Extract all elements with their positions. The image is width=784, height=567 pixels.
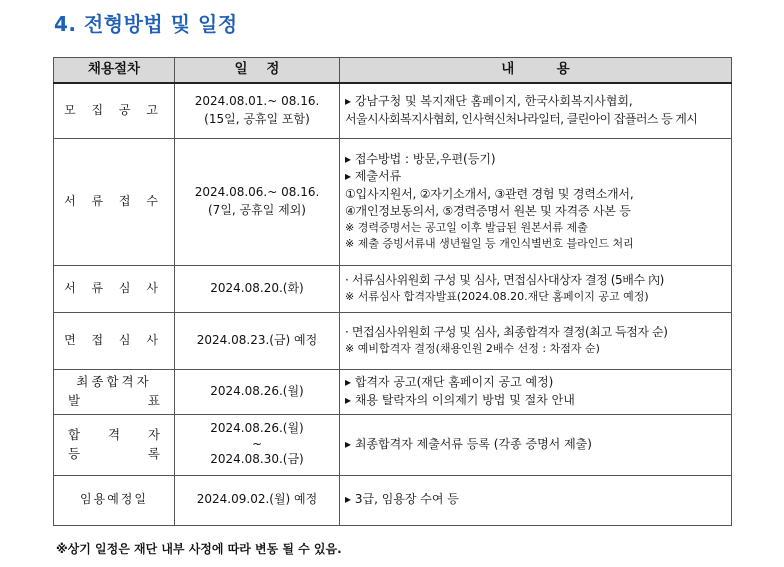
content-line: ▸ 최종합격자 제출서류 등록 (각종 증명서 제출) [345,436,592,451]
date-cell [175,414,340,475]
content-line: ▸ 강남구청 및 복지재단 홈페이지, 한국사회복지사협회, [345,94,633,109]
content-line: ▸ 채용 탈락자의 이의제기 방법 및 절차 안내 [345,392,575,407]
footnote: ※상기 일정은 재단 내부 사정에 따라 변동 될 수 있음. [56,542,342,556]
content-line: 서울시사회복지사협회, 인사혁신처나라일터, 클린아이 잡플러스 등 게시 [345,111,698,126]
table-row [54,312,732,369]
table-row [54,83,732,138]
date-line: 2024.08.20.(화) [210,280,304,295]
content-note: ※ 예비합격자 결정(채용인원 2배수 선정 : 차점자 순) [345,342,600,356]
date-line: (15일, 공휴일 포함) [204,111,310,126]
step-cell [54,414,175,475]
content-line: · 면접심사위원회 구성 및 심사, 최종합격자 결정(최고 득점자 순) [345,324,668,339]
date-line: 2024.08.01.~ 08.16. [194,94,320,109]
step-char: 자 [147,427,160,443]
step-char: 합 [68,427,81,443]
date-cell [175,83,340,138]
table-header-row [54,58,732,84]
table-row [54,369,732,414]
step-cell: 면 접 심 사 [54,312,175,369]
content-line: ▸ 합격자 공고(재단 홈페이지 공고 예정) [345,375,554,390]
date-cell [175,138,340,265]
step-cell: 임용예정일 [54,475,175,525]
content-line: ④개인정보동의서, ⑤경력증명서 원본 및 자격증 사본 등 [345,203,631,218]
step-char: 등 [68,445,81,461]
step-line [54,426,174,444]
content-note: ※ 제출 증빙서류내 생년월일 등 개인식별번호 블라인드 처리 [345,237,634,251]
content-note: ※ 경력증명서는 공고일 이후 발급된 원본서류 제출 [345,221,588,235]
content-cell [340,369,732,414]
date-cell [175,265,340,312]
date-line: 2024.08.26.(월) [210,383,304,398]
date-line: ~ [251,436,263,451]
content-line: · 서류심사위원회 구성 및 심사, 면접심사대상자 결정 (5배수 內) [345,272,664,287]
table-row [54,265,732,312]
content-cell [340,83,732,138]
step-cell [54,369,175,414]
table-row [54,138,732,265]
step-line [54,392,174,410]
date-line: 2024.08.23.(금) 예정 [196,332,318,347]
section-title: 4. 전형방법 및 일정 [54,12,238,36]
content-note: ※ 서류심사 합격자발표(2024.08.20.재단 홈페이지 공고 예정) [345,290,649,304]
content-line: ▸ 제출서류 [345,169,402,184]
step-line [54,445,174,463]
step-cell: 서 류 심 사 [54,265,175,312]
step-cell: 서 류 접 수 [54,138,175,265]
step-char: 발 [68,392,81,408]
table-row [54,475,732,525]
header-step: 채용절차 [54,58,175,84]
step-char: 격 [107,427,121,443]
date-cell [175,475,340,525]
content-cell [340,265,732,312]
date-line: 2024.08.26.(월) [210,421,304,436]
date-cell [175,369,340,414]
content-line: ▸ 3급, 임용장 수여 등 [345,492,459,507]
date-line: 2024.08.06.~ 08.16. [194,185,320,200]
schedule-table [53,57,732,526]
content-cell [340,312,732,369]
content-cell [340,414,732,475]
header-content: 내 용 [340,58,732,84]
step-char: 록 [147,445,160,461]
step-char: 표 [147,392,160,408]
step-line: 최종합격자 [76,374,152,390]
content-line: ▸ 접수방법 : 방문,우편(등기) [345,151,496,166]
date-line: 2024.08.30.(금) [210,452,304,467]
date-line: (7일, 공휴일 제외) [208,202,306,217]
content-cell [340,138,732,265]
header-date: 일 정 [175,58,340,84]
table-row [54,414,732,475]
date-cell [175,312,340,369]
content-cell [340,475,732,525]
date-line: 2024.09.02.(월) 예정 [196,492,318,507]
content-line: ①입사지원서, ②자기소개서, ③관련 경험 및 경력소개서, [345,186,634,201]
step-cell: 모 집 공 고 [54,83,175,138]
